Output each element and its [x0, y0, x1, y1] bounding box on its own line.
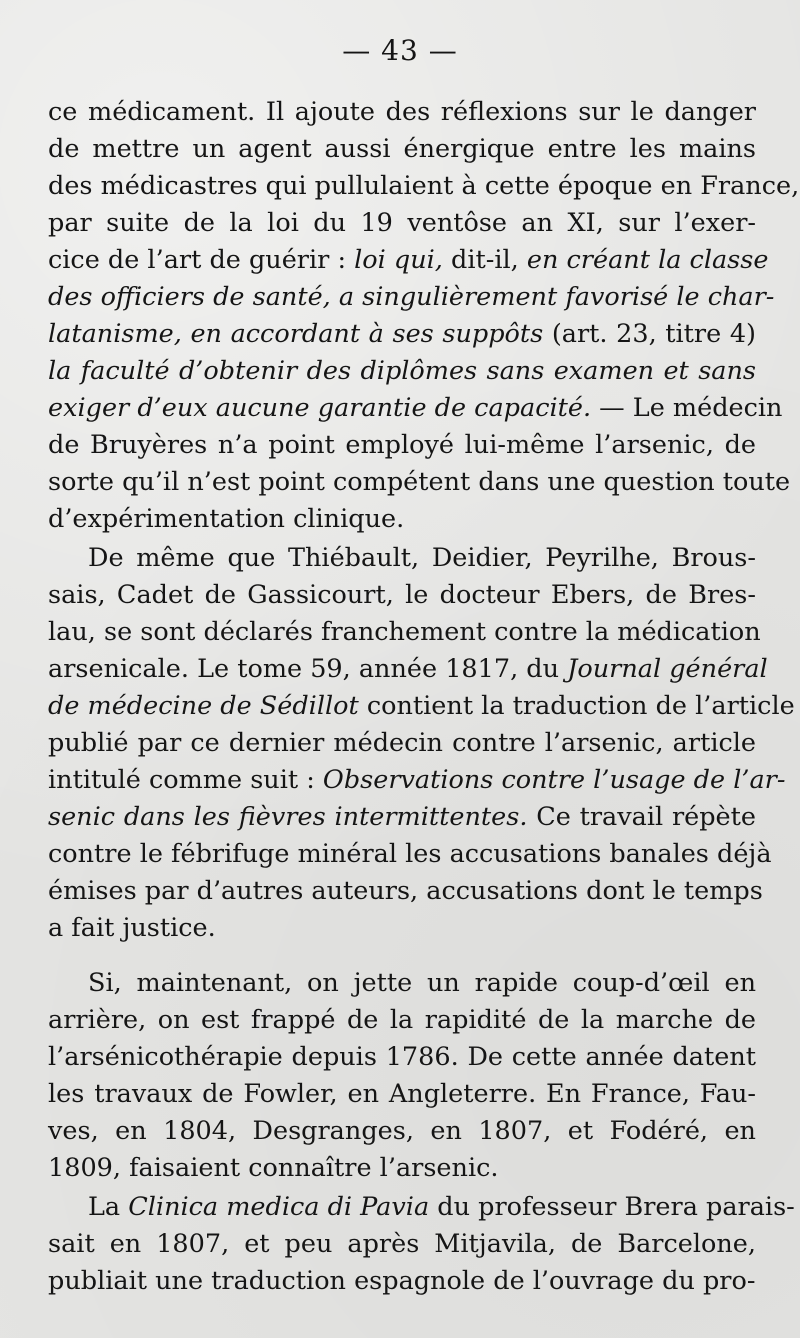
italic-text: Journal général [567, 654, 768, 684]
text-line [48, 540, 756, 577]
text-line [48, 131, 756, 168]
text-segment: sait en 1807, et peu après Mitjavila, de Barcelone, [48, 1229, 756, 1259]
italic-text: loi qui, [354, 245, 443, 275]
text-segment: sais, Cadet de Gassicourt, le docteur Ebers, de Bres- [48, 580, 756, 610]
page-number: — 43 — [342, 34, 458, 67]
text-line [48, 965, 756, 1002]
text-line [48, 1076, 756, 1113]
italic-text: Observations contre l’usage de l’ar- [322, 765, 786, 795]
text-line [48, 614, 761, 651]
text-segment: arrière, on est frappé de la rapidité de la marche de [48, 1005, 756, 1035]
text-line [48, 1002, 756, 1039]
text-segment: arsenicale. Le tome 59, année 1817, du [48, 654, 568, 684]
italic-text: la faculté d’obtenir des diplômes sans examen et sans [48, 356, 756, 386]
text-segment: dit-il, [442, 245, 527, 275]
text-line [48, 316, 756, 353]
text-line [48, 242, 769, 279]
page-text [48, 94, 800, 1300]
text-segment: ce médicament. Il ajoute des réflexions sur le danger [48, 97, 756, 127]
text-segment: l’arsénicothérapie depuis 1786. De cette année datent [48, 1042, 756, 1072]
text-segment: 1809, faisaient connaître l’arsenic. [48, 1153, 499, 1183]
text-segment: émises par d’autres auteurs, accusations dont le temps [48, 876, 763, 906]
text-segment: — Le médecin [591, 393, 783, 423]
text-segment: du professeur Brera parais- [429, 1192, 795, 1222]
text-line [48, 651, 768, 688]
text-segment: a fait justice. [48, 913, 216, 943]
text-segment: contre le fébrifuge minéral les accusations banales déjà [48, 839, 772, 869]
text-line [48, 390, 783, 427]
text-line [48, 577, 756, 614]
text-segment: d’expérimentation clinique. [48, 504, 405, 534]
text-segment: par suite de la loi du 19 ventôse an XI, sur l’exer- [48, 208, 756, 238]
text-line [48, 168, 800, 205]
text-segment: ves, en 1804, Desgranges, en 1807, et Fodéré, en [48, 1116, 756, 1146]
text-segment: publiait une traduction espagnole de l’ouvrage du pro- [48, 1266, 756, 1296]
text-segment: La [88, 1192, 129, 1222]
text-line [48, 1226, 756, 1263]
text-segment: intitulé comme suit : [48, 765, 323, 795]
italic-text: latanisme, en accordant à ses suppôts [48, 319, 544, 349]
text-segment: Si, maintenant, on jette un rapide coup-d’œil en [88, 968, 756, 998]
italic-text: de médecine de Sédillot [48, 691, 359, 721]
text-segment: contient la traduction de l’article [358, 691, 795, 721]
text-line [48, 1263, 756, 1300]
text-line [48, 464, 791, 501]
text-line [48, 205, 756, 242]
text-line [48, 799, 756, 836]
italic-text: des officiers de santé, a singulièrement favorisé le char- [48, 282, 775, 312]
text-segment: des médicastres qui pullulaient à cette époque en France, [48, 171, 800, 201]
text-segment: De même que Thiébault, Deidier, Peyrilhe, Brous- [88, 543, 756, 573]
text-segment: cice de l’art de guérir : [48, 245, 355, 275]
italic-text: exiger d’eux aucune garantie de capacité. [48, 393, 592, 423]
text-line [48, 762, 786, 799]
text-line [48, 1113, 756, 1150]
text-line [48, 688, 795, 725]
text-line [48, 279, 775, 316]
text-line [48, 1189, 795, 1226]
text-segment: les travaux de Fowler, en Angleterre. En France, Fau- [48, 1079, 756, 1109]
text-line [48, 910, 756, 947]
text-line [48, 353, 756, 390]
text-segment: Ce travail répète [527, 802, 756, 832]
text-segment: (art. 23, titre 4) [543, 319, 756, 349]
italic-text: en créant la classe [526, 245, 769, 275]
text-line [48, 873, 763, 910]
text-line [48, 427, 756, 464]
text-line [48, 1150, 756, 1187]
italic-text: Clinica medica di Pavia [128, 1192, 430, 1222]
text-segment: de Bruyères n’a point employé lui-même l’arsenic, de [48, 430, 756, 460]
text-segment: sorte qu’il n’est point compétent dans une question toute [48, 467, 791, 497]
text-segment: lau, se sont déclarés franchement contre la médication [48, 617, 761, 647]
text-segment: publié par ce dernier médecin contre l’arsenic, article [48, 728, 756, 758]
text-line [48, 725, 756, 762]
text-line [48, 1039, 756, 1076]
text-line [48, 836, 772, 873]
text-segment: de mettre un agent aussi énergique entre les mains [48, 134, 756, 164]
text-line [48, 501, 756, 538]
text-line [48, 94, 756, 131]
italic-text: senic dans les fièvres intermittentes. [48, 802, 528, 832]
